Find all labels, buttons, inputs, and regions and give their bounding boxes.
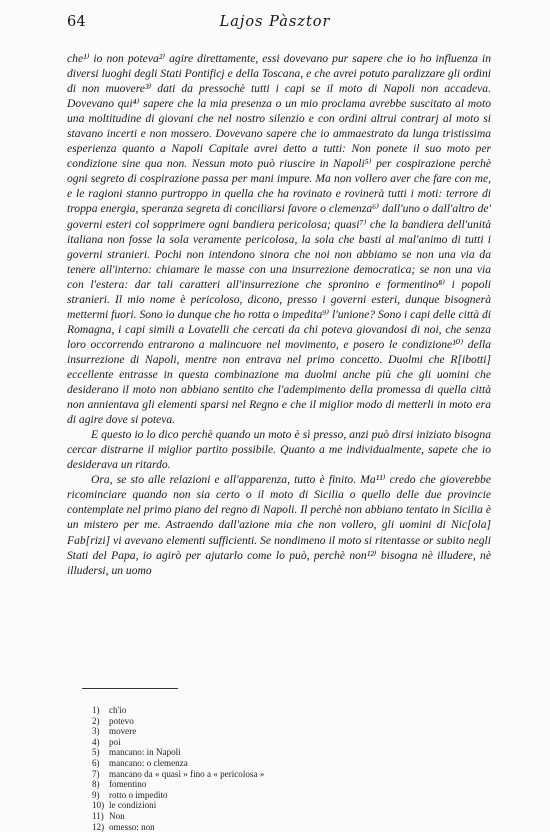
footnote-number: 1): [92, 705, 100, 715]
footnote-number: 11): [92, 810, 104, 821]
footnote-number: 9): [92, 789, 100, 800]
footnote-text: mancano: in Napoli: [109, 747, 181, 758]
footnote-rule: [82, 688, 178, 689]
page-number: 64: [67, 14, 87, 30]
footnote-4: [92, 737, 392, 748]
footnotes: [92, 705, 392, 832]
footnote-text: poi: [109, 736, 121, 747]
footnote-number: 12): [92, 821, 105, 832]
footnote-text: fomentino: [109, 779, 147, 790]
footnote-1: [92, 705, 392, 716]
footnote-11: [92, 811, 392, 822]
body-text: [67, 51, 491, 578]
footnote-number: 7): [92, 768, 100, 779]
footnote-number: 4): [92, 736, 100, 747]
footnote-10: [92, 800, 392, 811]
footnote-number: 10): [92, 800, 105, 811]
running-title: Lajos Pàsztor: [219, 14, 331, 30]
footnote-text: movere: [109, 726, 137, 737]
footnote-6: [92, 758, 392, 769]
footnote-9: [92, 790, 392, 801]
footnote-number: 5): [92, 747, 100, 758]
footnote-text: omesso: non: [109, 821, 155, 832]
paragraph-2: E questo io lo dico perchè quando un moto è sì presso, anzi può dirsi iniziato bisogna cercar distrarne il miglior partito possibile. Quanto a me individualmente, sapete che io desiderava un ritardo.: [67, 428, 491, 472]
paragraph-1: che¹⁾ io non poteva²⁾ agire direttamente, essi dovevano pur sapere che io ho influenza in diversi luoghi degli Stati Pontificj e della Toscana, e che avrei potuto paralizzare gli ordini di non muovere³⁾ dati da pressochè tutti i capi se il moto di Napoli non accadeva. Dovevano qui⁴⁾ sapere che la mia presenza o un mio proclama avrebbe suscitato al moto una moltitudine di giovani che nel nostro silenzio e con ordini altrui contrarj al moto si stavano incerti e non mossero. Dovevano sapere che io ammaestrato da lunga tristissima esperienza quanto a Napoli Capitale avrei detto a tutti: Non ponete il suo moto per condizione sine qua non. Nessun moto può riuscire in Napoli⁵⁾ per cospirazione perchè ogni segreto di cospirazione passa per mani impure. Ma non vollero aver che fare con me, e le ragioni stanno purtroppo in quella che ha rovinato e rovinerà tutti i moti: terrore di troppa energia, speranza segreta di conciliarsi favore o clemenza⁶⁾ dall'uno o dall'altro de' governi esteri col sopprimere ogni bandiera pericolosa; quasi⁷⁾ che la bandiera dell'unità italiana non fosse la sola veramente pericolosa, la sola che basti al mal'animo di tutti i governi stranieri. Pochi non intendono sinora che noi non abbiamo se non una via da tenere all'interno: chiamare le masse con una insurrezione democratica; se non una via con l'estera: dar tali caratteri all'insurrezione che spronino e formentino⁸⁾ i popoli stranieri. Il mio nome è pericoloso, dicono, presso i governi esteri, dunque bisognerà mettermi fuori. Sono io dunque che ho rotta o impedita⁹⁾ l'unione? Sono i capi delle città di Romagna, i capi simili a Lovatelli che cercati da chi poteva giovandosi di noi, che senza loro occorrendo entrarono a malincuore nel movimento, e posero le condizione¹⁰⁾ della insurrezione di Napoli, mentre non entrava nel primo concetto. Duolmi che R[ibotti] eccellente entrasse in questa combinazione ma duolmi anche più che gli uomini che desiderano il moto non abbiano sentito che l'adempimento della promessa di quella città non annientava gli elementi sparsi nel Regno e che il miglior modo di metterli in moto era di agire dove si poteva.: [67, 52, 491, 427]
footnote-2: [92, 716, 392, 727]
footnote-12: [92, 822, 392, 832]
footnote-text: potevo: [109, 715, 134, 726]
paragraph-3: Ora, se sto alle relazioni e all'apparenza, tutto è finito. Ma¹¹⁾ credo che gioverebbe ricominciare quando non sia certo o il moto di Sicilia o quello delle due provincie contemplate nel primo piano del regno di Napoli. Il perchè non abbiano tentato in Sicilia è un mistero per me. Astraendo dall'azione mia che non vollero, gli uomini di Nic[ola] Fab[rizi] vi avevano elementi sufficienti. Se nondimeno il moto si ritentasse or subito negli Stati del Papa, io agirò per ajutarlo come lo può, perchè non¹²⁾ bisogna nè illudere, nè illudersi, un uomo: [67, 473, 491, 577]
footnote-text: mancano da « quasi » fino a « pericolosa »: [109, 768, 265, 779]
footnote-number: 2): [92, 715, 100, 726]
footnote-8: [92, 779, 392, 790]
footnote-number: 3): [92, 726, 100, 737]
footnote-text: rotto o impedito: [109, 789, 168, 800]
footnote-3: [92, 726, 392, 737]
footnote-number: 6): [92, 757, 100, 768]
footnote-text: ch'io: [109, 705, 127, 715]
footnote-7: [92, 769, 392, 780]
footnote-text: le condizioni: [109, 800, 157, 811]
footnote-text: Non: [109, 810, 125, 821]
footnote-text: mancano: o clemenza: [109, 757, 188, 768]
footnote-5: [92, 747, 392, 758]
footnote-number: 8): [92, 779, 100, 790]
